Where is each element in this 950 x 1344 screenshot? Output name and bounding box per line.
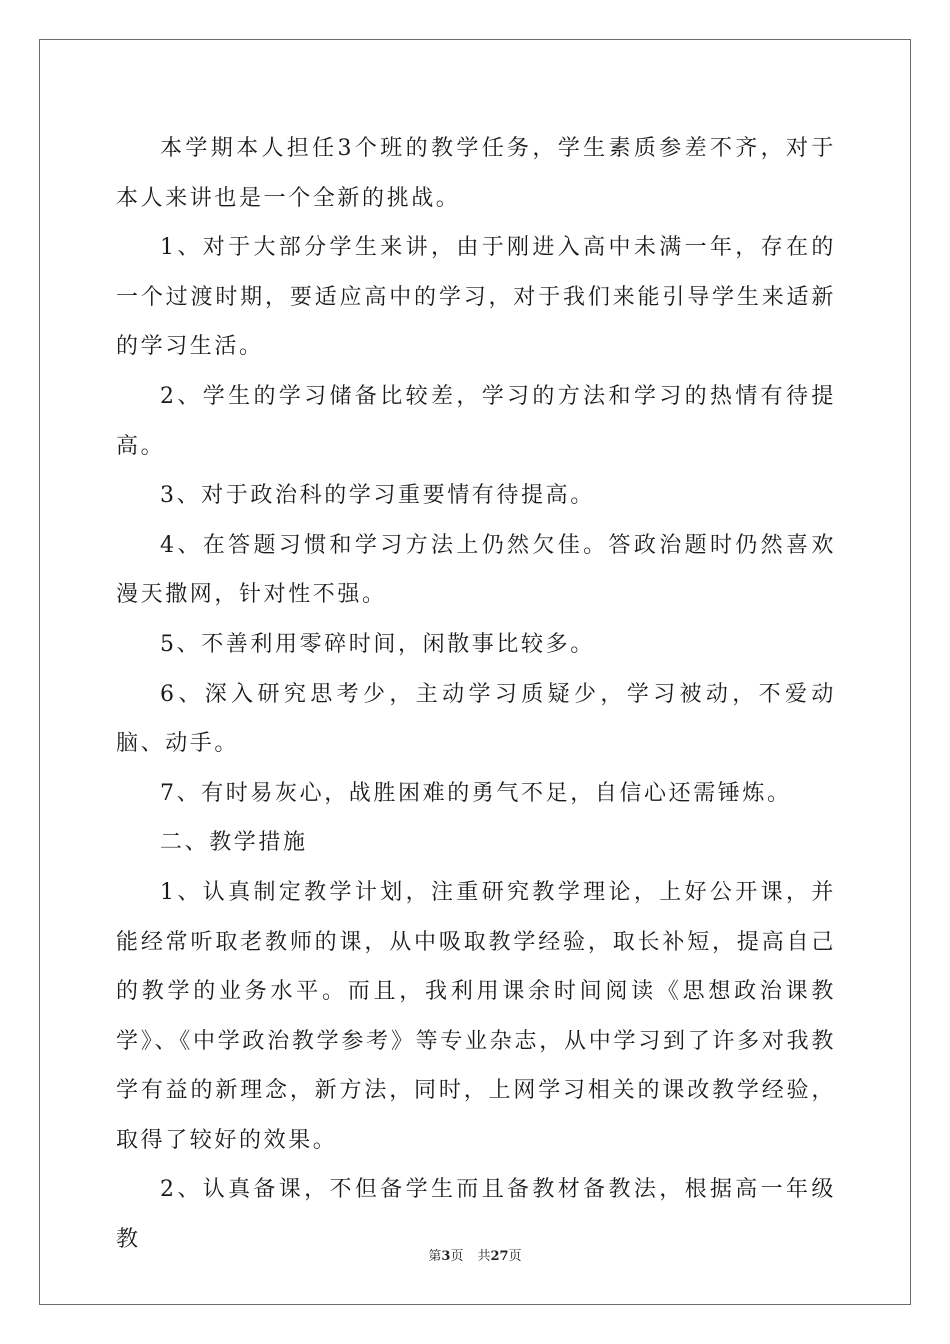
paragraph-item-5: 5、不善利用零碎时间，闲散事比较多。 (160, 631, 595, 657)
document-body (116, 124, 836, 1265)
paragraph-measure-1: 1、认真制定教学计划，注重研究教学理论，上好公开课，并能经常听取老教师的课，从中吸取教学经验，取长补短，提高自己的教学的业务水平。而且，我利用课余时间阅读《思想政治课教学》、《中学政治教学参考》等专业杂志，从中学习到了许多对我教学有益的新理念，新方法，同时，上网学习相关的课改教学经验，取得了较好的效果。 (116, 879, 836, 1153)
page-footer (0, 1245, 950, 1264)
total-pages: 27 (490, 1249, 509, 1264)
total-suffix: 页 (508, 1249, 522, 1264)
paragraph-item-7: 7、有时易灰心，战胜困难的勇气不足，自信心还需锤炼。 (160, 780, 792, 806)
page-number: 3 (441, 1249, 451, 1264)
paragraph-item-6: 6、深入研究思考少，主动学习质疑少，学习被动，不爱动脑、动手。 (116, 681, 836, 757)
paragraph-item-2: 2、学生的学习储备比较差，学习的方法和学习的热情有待提高。 (116, 383, 836, 459)
section-heading: 二、教学措施 (160, 830, 308, 856)
page-suffix: 页 (450, 1249, 464, 1264)
paragraph-intro: 本学期本人担任3个班的教学任务，学生素质参差不齐，对于本人来讲也是一个全新的挑战。 (116, 136, 836, 211)
paragraph-item-1: 1、对于大部分学生来讲，由于刚进入高中未满一年，存在的一个过渡时期，要适应高中的学习，对于我们来能引导学生来适新的学习生活。 (116, 235, 836, 360)
page-prefix: 第 (428, 1249, 442, 1264)
paragraph-item-3: 3、对于政治科的学习重要情有待提高。 (160, 483, 595, 509)
paragraph-measure-2: 2、认真备课，不但备学生而且备教材备教法，根据高一年级教 (116, 1177, 836, 1253)
paragraph-item-4: 4、在答题习惯和学习方法上仍然欠佳。答政治题时仍然喜欢漫天撒网，针对性不强。 (116, 532, 836, 608)
total-prefix: 共 (477, 1249, 491, 1264)
